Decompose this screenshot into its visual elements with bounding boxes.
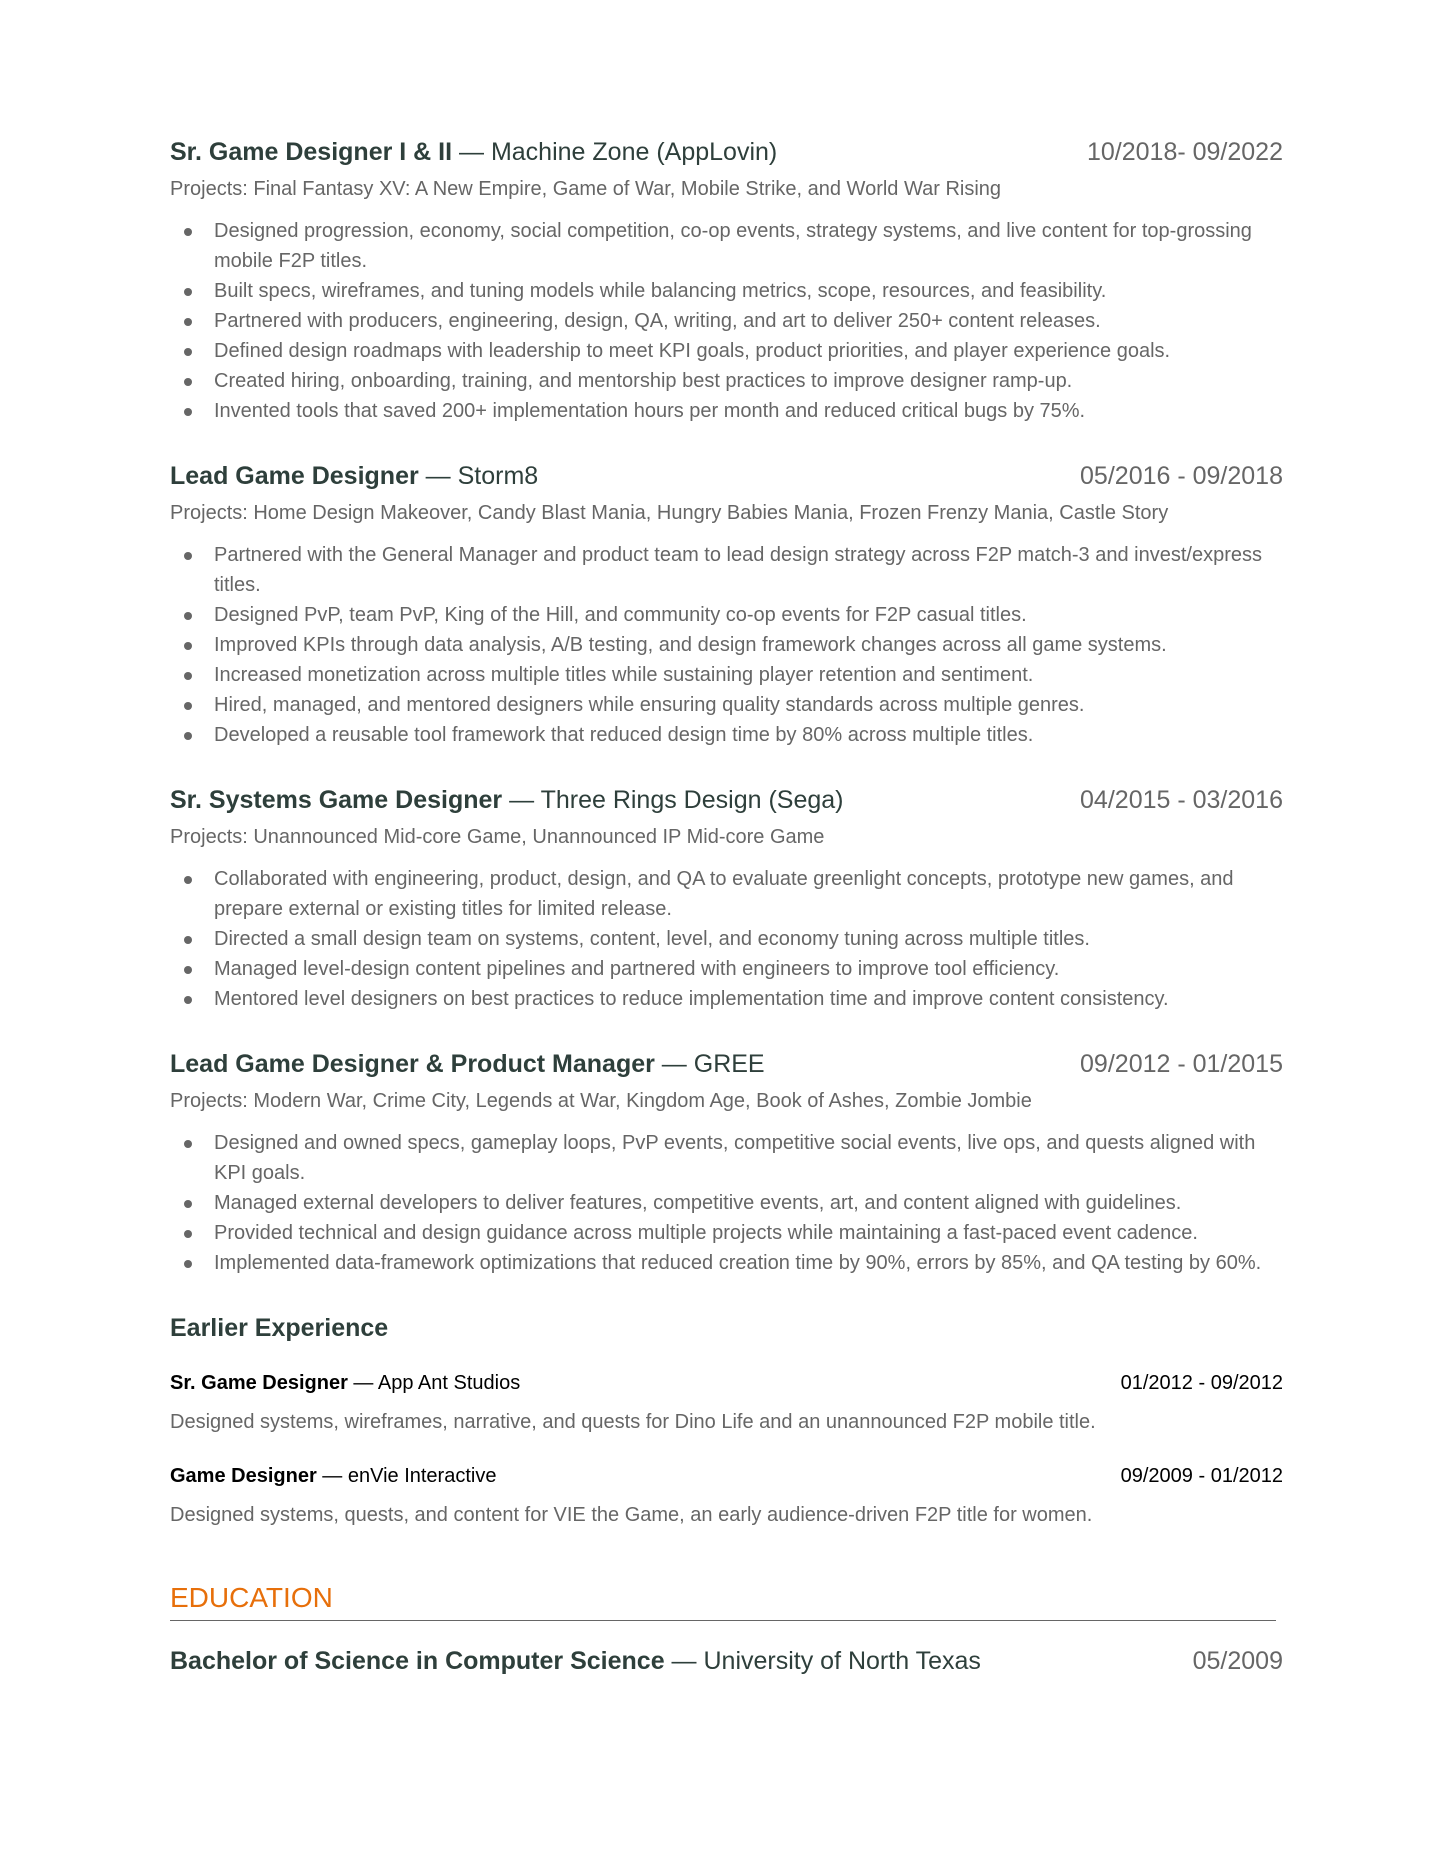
job-title: Lead Game Designer & Product Manager	[170, 1050, 655, 1078]
bullet-item: Implemented data-framework optimizations that reduced creation time by 90%, errors by 85%, and QA testing by 60%.	[170, 1248, 1283, 1278]
bullet-dot-icon	[184, 876, 192, 884]
earlier-job-entry	[170, 1368, 1283, 1437]
bullet-item: Developed a reusable tool framework that reduced design time by 80% across multiple titles.	[170, 720, 1283, 750]
bullet-item: Managed level-design content pipelines and partnered with engineers to improve tool efficiency.	[170, 954, 1283, 984]
job-projects: Projects: Final Fantasy XV: A New Empire, Game of War, Mobile Strike, and World War Rising	[170, 178, 1002, 200]
bullet-dot-icon	[184, 1200, 192, 1208]
bullet-item: Mentored level designers on best practices to reduce implementation time and improve content consistency.	[170, 984, 1283, 1014]
job-header	[170, 458, 1283, 494]
job-dates: 04/2015 - 03/2016	[1080, 786, 1283, 814]
bullet-item: Partnered with the General Manager and product team to lead design strategy across F2P match-3 and invest/express titles.	[170, 540, 1283, 600]
bullet-dot-icon	[184, 1260, 192, 1268]
job-title-line	[170, 1046, 765, 1082]
bullet-item: Built specs, wireframes, and tuning models while balancing metrics, scope, resources, and feasibility.	[170, 276, 1283, 306]
bullet-dot-icon	[184, 378, 192, 386]
earlier-experience-section	[170, 1310, 1283, 1530]
job-title-line	[170, 134, 777, 170]
job-dates: 09/2012 - 01/2015	[1080, 1050, 1283, 1078]
earlier-job-title-line	[170, 1461, 496, 1491]
bullet-item: Managed external developers to deliver features, competitive events, art, and content aligned with guidelines.	[170, 1188, 1283, 1218]
earlier-experience-heading: Earlier Experience	[170, 1314, 389, 1342]
job-title-line	[170, 782, 843, 818]
job-projects: Projects: Unannounced Mid-core Game, Unannounced IP Mid-core Game	[170, 826, 825, 848]
bullet-dot-icon	[184, 1140, 192, 1148]
bullet-dot-icon	[184, 996, 192, 1004]
bullet-dot-icon	[184, 408, 192, 416]
bullet-item: Created hiring, onboarding, training, and mentorship best practices to improve designer ramp-up.	[170, 366, 1283, 396]
earlier-job-header	[170, 1461, 1283, 1491]
earlier-job-description: Designed systems, wireframes, narrative, and quests for Dino Life and an unannounced F2P mobile title.	[170, 1411, 1096, 1433]
bullet-item: Designed progression, economy, social competition, co-op events, strategy systems, and live content for top-grossing mobile F2P titles.	[170, 216, 1283, 276]
school-name: — University of North Texas	[664, 1647, 981, 1675]
job-company: — Machine Zone (AppLovin)	[452, 138, 778, 166]
bullet-dot-icon	[184, 612, 192, 620]
bullet-dot-icon	[184, 702, 192, 710]
bullet-dot-icon	[184, 966, 192, 974]
job-projects: Projects: Modern War, Crime City, Legends at War, Kingdom Age, Book of Ashes, Zombie Jombie	[170, 1090, 1032, 1112]
job-bullets	[170, 216, 1283, 426]
earlier-job-dates: 01/2012 - 09/2012	[1120, 1372, 1283, 1394]
education-entry	[170, 1643, 1283, 1679]
bullet-item: Designed and owned specs, gameplay loops, PvP events, competitive social events, live ops, and quests aligned with KPI goals.	[170, 1128, 1283, 1188]
job-title-line	[170, 458, 538, 494]
job-company: — GREE	[654, 1050, 765, 1078]
job-bullets	[170, 540, 1283, 750]
job-dates: 05/2016 - 09/2018	[1080, 462, 1283, 490]
bullet-item: Improved KPIs through data analysis, A/B testing, and design framework changes across all game systems.	[170, 630, 1283, 660]
earlier-job-company: — enVie Interactive	[316, 1465, 497, 1487]
bullet-dot-icon	[184, 288, 192, 296]
earlier-job-description: Designed systems, quests, and content for VIE the Game, an early audience-driven F2P title for women.	[170, 1504, 1093, 1526]
earlier-job-title: Sr. Game Designer	[170, 1372, 348, 1394]
bullet-item: Collaborated with engineering, product, design, and QA to evaluate greenlight concepts, prototype new games, and prepare external or existing titles for limited release.	[170, 864, 1283, 924]
degree-title: Bachelor of Science in Computer Science	[170, 1647, 665, 1675]
bullet-item: Invented tools that saved 200+ implementation hours per month and reduced critical bugs by 75%.	[170, 396, 1283, 426]
job-company: — Three Rings Design (Sega)	[502, 786, 844, 814]
bullet-item: Hired, managed, and mentored designers while ensuring quality standards across multiple genres.	[170, 690, 1283, 720]
job-bullets	[170, 864, 1283, 1014]
bullet-dot-icon	[184, 1230, 192, 1238]
job-header	[170, 1046, 1283, 1082]
earlier-job-company: — App Ant Studios	[347, 1372, 521, 1394]
bullet-dot-icon	[184, 672, 192, 680]
job-title: Lead Game Designer	[170, 462, 419, 490]
bullet-item: Designed PvP, team PvP, King of the Hill, and community co-op events for F2P casual titles.	[170, 600, 1283, 630]
job-entry	[170, 134, 1283, 426]
job-title: Sr. Systems Game Designer	[170, 786, 503, 814]
job-entry	[170, 782, 1283, 1014]
job-bullets	[170, 1128, 1283, 1278]
bullet-dot-icon	[184, 228, 192, 236]
bullet-item: Partnered with producers, engineering, design, QA, writing, and art to deliver 250+ content releases.	[170, 306, 1283, 336]
bullet-item: Directed a small design team on systems, content, level, and economy tuning across multiple titles.	[170, 924, 1283, 954]
job-company: — Storm8	[418, 462, 539, 490]
bullet-dot-icon	[184, 318, 192, 326]
job-dates: 10/2018- 09/2022	[1086, 138, 1283, 166]
job-entry	[170, 1046, 1283, 1278]
bullet-dot-icon	[184, 552, 192, 560]
bullet-dot-icon	[184, 936, 192, 944]
bullet-dot-icon	[184, 732, 192, 740]
graduation-date: 05/2009	[1192, 1647, 1283, 1675]
bullet-item: Increased monetization across multiple titles while sustaining player retention and sentiment.	[170, 660, 1283, 690]
job-entry	[170, 458, 1283, 750]
degree-line	[170, 1643, 981, 1679]
bullet-item: Provided technical and design guidance across multiple projects while maintaining a fast-paced event cadence.	[170, 1218, 1283, 1248]
earlier-job-title-line	[170, 1368, 520, 1398]
earlier-job-title: Game Designer	[170, 1465, 317, 1487]
job-header	[170, 782, 1283, 818]
bullet-dot-icon	[184, 348, 192, 356]
bullet-dot-icon	[184, 642, 192, 650]
job-title: Sr. Game Designer I & II	[170, 138, 453, 166]
education-heading: EDUCATION	[170, 1582, 333, 1613]
earlier-job-entry	[170, 1461, 1283, 1530]
education-section	[170, 1578, 1283, 1679]
earlier-job-header	[170, 1368, 1283, 1398]
job-projects: Projects: Home Design Makeover, Candy Blast Mania, Hungry Babies Mania, Frozen Frenzy Mania, Castle Story	[170, 502, 1169, 524]
job-header	[170, 134, 1283, 170]
earlier-job-dates: 09/2009 - 01/2012	[1120, 1465, 1283, 1487]
education-divider	[170, 1620, 1276, 1621]
resume-page	[170, 134, 1283, 1679]
bullet-item: Defined design roadmaps with leadership to meet KPI goals, product priorities, and player experience goals.	[170, 336, 1283, 366]
